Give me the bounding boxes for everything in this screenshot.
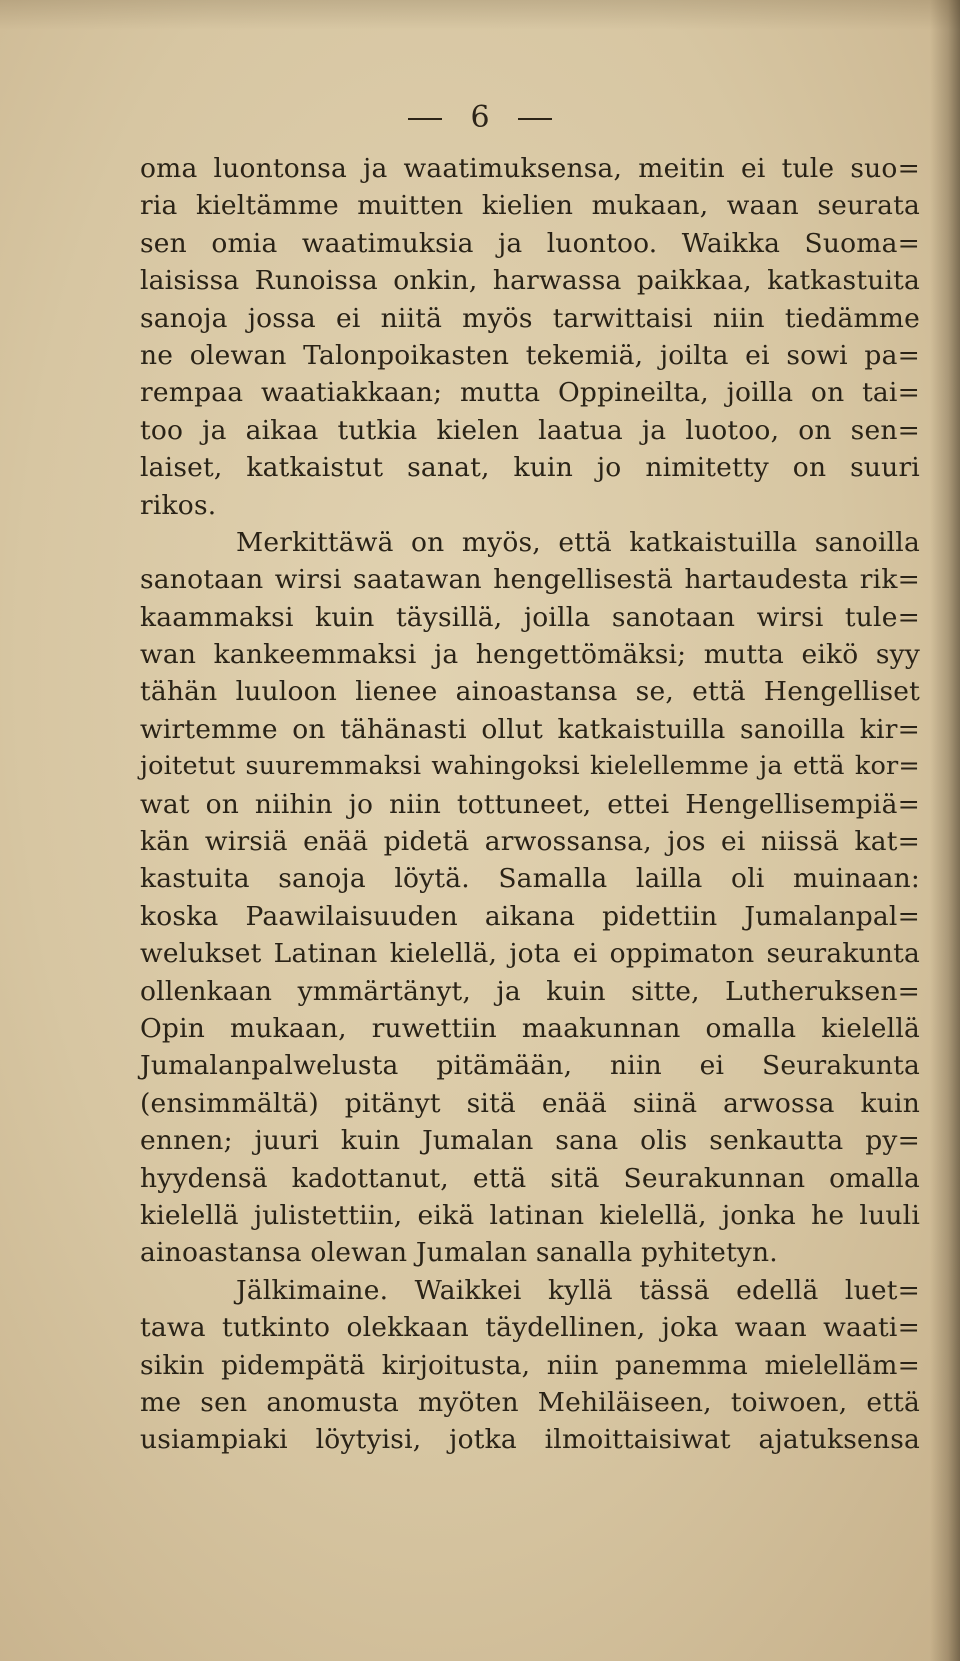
page-spine-shadow (930, 0, 960, 1661)
text-line: rikos. (140, 489, 217, 521)
text-line: ria kieltämme muitten kielien mukaan, waan seurata (140, 190, 920, 222)
text-line: tawa tutkinto olekkaan täydellinen, joka waan waati= (140, 1312, 920, 1344)
text-line: joitetut suuremmaksi wahingoksi kielellemme ja että kor= (140, 751, 920, 782)
text-line: tähän luuloon lienee ainoastansa se, että Hengelliset (140, 676, 920, 708)
text-line: oma luontonsa ja waatimuksensa, meitin ei tule suo= (140, 153, 920, 184)
header-dash-left (408, 118, 442, 120)
text-line: laiset, katkaistut sanat, kuin jo nimitetty on suuri (140, 452, 920, 484)
text-line: sanoja jossa ei niitä myös tarwittaisi niin tiedämme (140, 302, 920, 334)
text-line: wan kankeemmaksi ja hengettömäksi; mutta eikö syy (140, 639, 920, 671)
text-line: Merkittäwä on myös, että katkaistuilla sanoilla (236, 526, 920, 558)
text-line: rempaa waatiakkaan; mutta Oppineilta, joilla on tai= (140, 377, 920, 409)
body-text (140, 150, 920, 1459)
text-line: hyydensä kadottanut, että sitä Seurakunnan omalla (140, 1162, 920, 1194)
page-number: 6 (470, 100, 490, 135)
page-top-shadow (0, 0, 960, 30)
text-line: Jälkimaine. Waikkei kyllä tässä edellä luet= (236, 1274, 920, 1306)
text-line: wirtemme on tähänasti ollut katkaistuilla sanoilla kir= (140, 713, 920, 745)
text-line: kän wirsiä enää pidetä arwossansa, jos ei niissä kat= (140, 826, 920, 858)
text-line: me sen anomusta myöten Mehiläiseen, toiwoen, että (140, 1386, 920, 1418)
text-line: Opin mukaan, ruwettiin maakunnan omalla kielellä (140, 1012, 920, 1044)
text-line: ollenkaan ymmärtänyt, ja kuin sitte, Lutheruksen= (140, 975, 920, 1007)
text-line: (ensimmältä) pitänyt sitä enää siinä arwossa kuin (140, 1087, 920, 1119)
text-line: usiampiaki löytyisi, jotka ilmoittaisiwat ajatuksensa (140, 1424, 920, 1456)
text-line: wat on niihin jo niin tottuneet, ettei Hengellisempiä= (140, 788, 920, 820)
text-line: laisissa Runoissa onkin, harwassa paikkaa, katkastuita (140, 265, 920, 297)
text-line: ne olewan Talonpoikasten tekemiä, joilta ei sowi pa= (140, 339, 920, 371)
text-line: sanotaan wirsi saatawan hengellisestä hartaudesta rik= (140, 564, 920, 596)
text-line: kaammaksi kuin täysillä, joilla sanotaan wirsi tule= (140, 601, 920, 633)
text-line: ennen; juuri kuin Jumalan sana olis senkautta py= (140, 1125, 920, 1157)
text-line: sen omia waatimuksia ja luontoo. Waikka Suoma= (140, 227, 920, 259)
text-line: Jumalanpalwelusta pitämään, niin ei Seurakunta (140, 1050, 920, 1082)
text-line: sikin pidempätä kirjoitusta, niin panemma mielelläm= (140, 1349, 920, 1381)
text-line: koska Paawilaisuuden aikana pidettiin Jumalanpal= (140, 900, 920, 932)
text-line: kastuita sanoja löytä. Samalla lailla oli muinaan: (140, 863, 920, 895)
text-line: ainoastansa olewan Jumalan sanalla pyhitetyn. (140, 1237, 778, 1269)
text-line: too ja aikaa tutkia kielen laatua ja luotoo, on sen= (140, 414, 920, 446)
text-line: welukset Latinan kielellä, jota ei oppimaton seurakunta (140, 938, 920, 970)
header-dash-right (518, 118, 552, 120)
text-line: kielellä julistettiin, eikä latinan kielellä, jonka he luuli (140, 1199, 920, 1231)
page-header (0, 100, 960, 135)
